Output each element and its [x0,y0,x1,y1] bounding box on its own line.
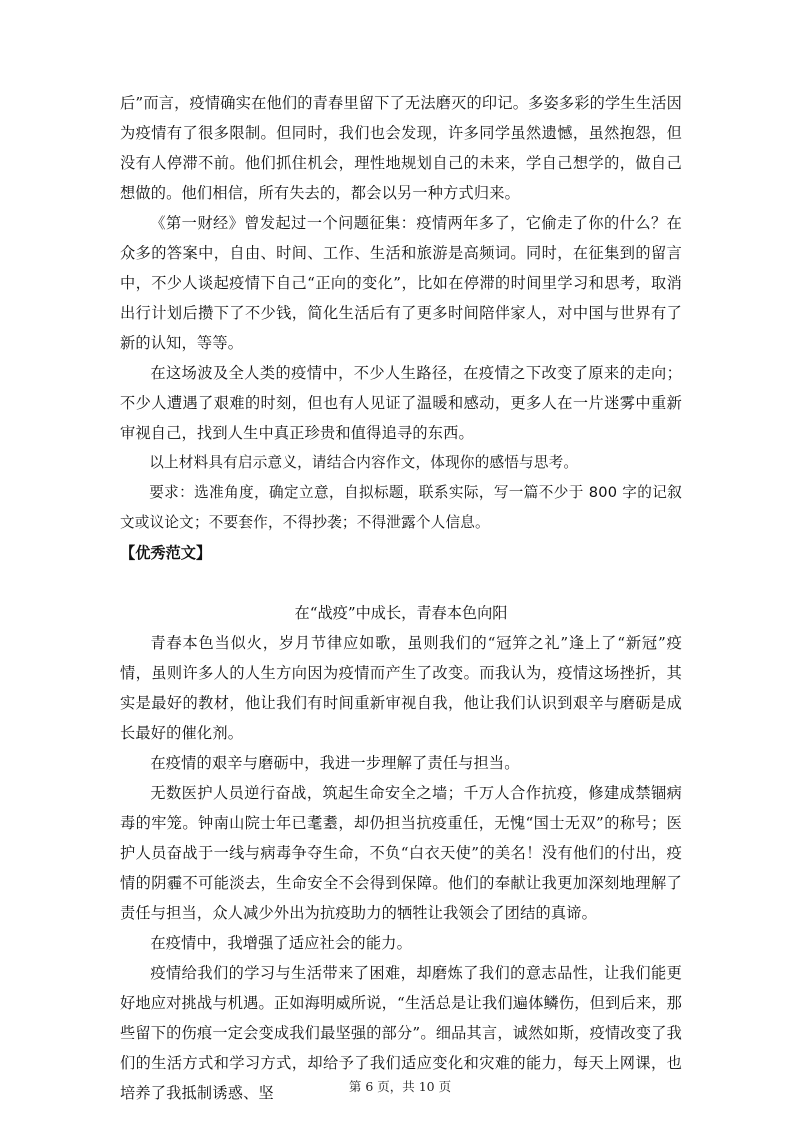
essay-title: 在“战疫”中成长，青春本色向阳 [294,604,508,622]
essay-paragraph-adaptability-thesis: 在疫情中，我增强了适应社会的能力。 [150,934,412,952]
essay-paragraph-medical-workers: 无数医护人员逆行奋战，筑起生命安全之墙；千万人合作抗疫，修建成禁锢病毒的牢笼。钟南山院士年已耄耋，却仍担当抗疫重任，无愧“国士无双”的称号；医护人员奋战于一线与病毒争夺生命，不负“白衣天使”的美名！没有他们的付出，疫情的阴霾不可能淡去，生命安全不会得到保障。他们的奉献让我更加深刻地理解了责任与担当，众人减少外出为抗疫助力的牺牲让我领会了团结的真谛。 [120,784,682,922]
page-footer: 第 6 页，共 10 页 [348,1079,452,1094]
paragraph-prompt: 以上材料具有启示意义，请结合内容作文，体现你的感悟与思考。 [149,454,579,471]
paragraph-requirements: 要求：选准角度，确定立意，自拟标题，联系实际，写一篇不少于 800 字的记叙文或议论文；不要套作，不得抄袭；不得泄露个人信息。 [120,484,682,531]
essay-paragraph-intro: 青春本色当似火，岁月节律应如歌，虽则我们的“冠笄之礼”逢上了“新冠”疫情，虽则许多人的人生方向因为疫情而产生了改变。而我认为，疫情这场挫折，其实是最好的教材，他让我们有时间重新审视自我，他让我们认识到艰辛与磨砺是成长最好的催化剂。 [120,634,682,742]
page-content [120,88,682,1108]
section-heading-sample-essay: 【优秀范文】 [120,544,212,562]
paragraph-continuation: 后”而言，疫情确实在他们的青春里留下了无法磨灭的印记。多姿多彩的学生生活因为疫情有了很多限制。但同时，我们也会发现，许多同学虽然遗憾，虽然抱怨，但没有人停滞不前。他们抓住机会，理性地规划自己的未来，学自己想学的，做自己想做的。他们相信，所有失去的，都会以另一种方式归来。 [120,94,682,202]
paragraph-survey: 《第一财经》曾发起过一个问题征集：疫情两年多了，它偷走了你的什么？在众多的答案中，自由、时间、工作、生活和旅游是高频词。同时，在征集到的留言中，不少人谈起疫情下自己“正向的变化”，比如在停滞的时间里学习和思考，取消出行计划后攒下了不少钱，简化生活后有了更多时间陪伴家人，对中国与世界有了新的认知，等等。 [120,214,682,352]
essay-paragraph-hemingway: 疫情给我们的学习与生活带来了困难，却磨炼了我们的意志品性，让我们能更好地应对挑战与机遇。正如海明威所说，“生活总是让我们遍体鳞伤，但到后来，那些留下的伤痕一定会变成我们最坚强的部分”。细品其言，诚然如斯，疫情改变了我们的生活方式和学习方式，却给予了我们适应变化和灾难的能力，每天上网课，也培养了我抵制诱惑、坚 [120,964,682,1102]
essay-paragraph-responsibility-thesis: 在疫情的艰辛与磨砺中，我进一步理解了责任与担当。 [150,754,520,772]
paragraph-pandemic-paths: 在这场波及全人类的疫情中，不少人生路径，在疫情之下改变了原来的走向；不少人遭遇了艰难的时刻，但也有人见证了温暖和感动，更多人在一片迷雾中重新审视自己，找到人生中真正珍贵和值得追寻的东西。 [120,364,682,442]
